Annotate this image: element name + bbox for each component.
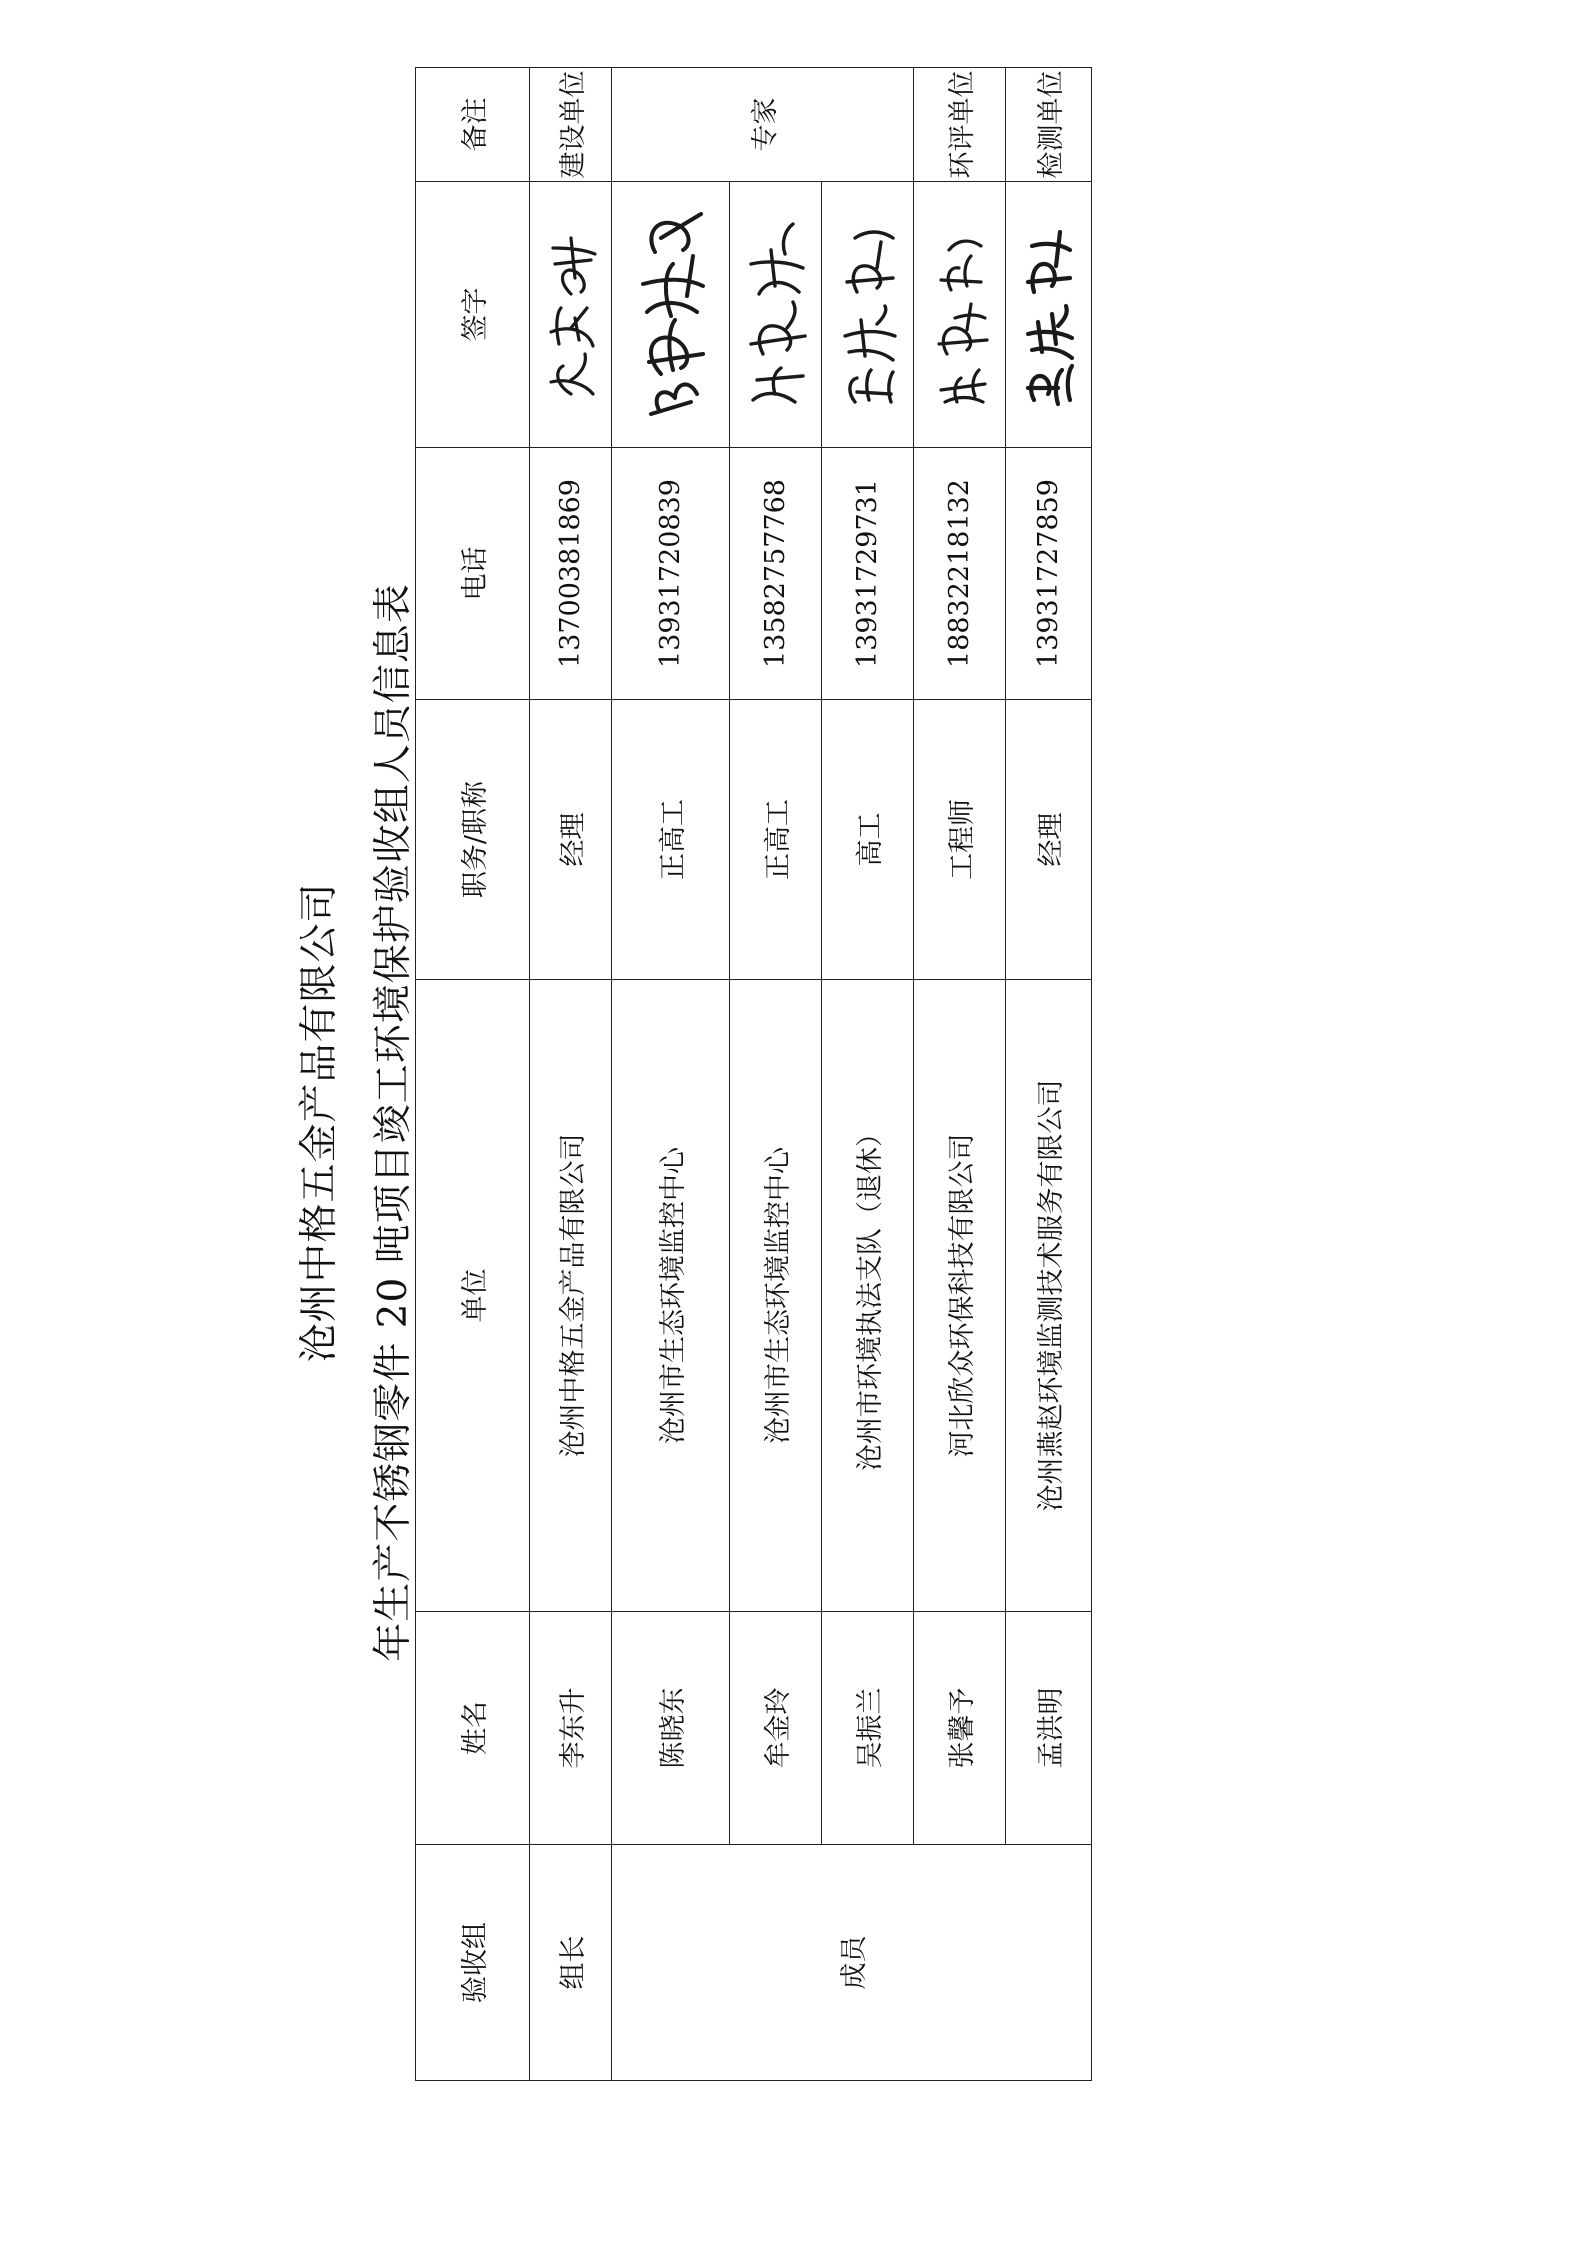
handwritten-signature bbox=[541, 225, 601, 405]
cell-remark: 环评单位 bbox=[914, 68, 1006, 182]
cell-signature bbox=[822, 182, 914, 448]
cell-position: 经理 bbox=[1006, 700, 1092, 980]
acceptance-team-table bbox=[415, 67, 1092, 2081]
cell-name: 陈晓东 bbox=[612, 1612, 730, 1845]
group-members-cell: 成员 bbox=[612, 1845, 1092, 2081]
handwritten-signature bbox=[631, 205, 711, 425]
header-phone: 电话 bbox=[416, 448, 530, 700]
document-title-company: 沧州中格五金产品有限公司 bbox=[297, 882, 342, 1363]
cell-name: 李东升 bbox=[530, 1612, 612, 1845]
table-row bbox=[612, 68, 730, 2081]
cell-signature bbox=[914, 182, 1006, 448]
cell-name: 张馨予 bbox=[914, 1612, 1006, 1845]
cell-name: 牟金玲 bbox=[730, 1612, 822, 1845]
table-row bbox=[822, 68, 914, 2081]
cell-phone: 13700381869 bbox=[530, 448, 612, 700]
cell-unit: 沧州市生态环境监控中心 bbox=[730, 980, 822, 1612]
cell-position: 正高工 bbox=[612, 700, 730, 980]
cell-unit: 河北欣众环保科技有限公司 bbox=[914, 980, 1006, 1612]
table-row bbox=[1006, 68, 1092, 2081]
cell-unit: 沧州中格五金产品有限公司 bbox=[530, 980, 612, 1612]
cell-remark: 建设单位 bbox=[530, 68, 612, 182]
cell-phone: 18832218132 bbox=[914, 448, 1006, 700]
cell-phone: 13931720839 bbox=[612, 448, 730, 700]
header-position: 职务/职称 bbox=[416, 700, 530, 980]
header-name: 姓名 bbox=[416, 1612, 530, 1845]
cell-name: 孟洪明 bbox=[1006, 1612, 1092, 1845]
handwritten-signature bbox=[835, 215, 901, 415]
cell-position: 经理 bbox=[530, 700, 612, 980]
table-row bbox=[730, 68, 822, 2081]
cell-position: 正高工 bbox=[730, 700, 822, 980]
cell-signature bbox=[730, 182, 822, 448]
cell-phone: 13582757768 bbox=[730, 448, 822, 700]
cell-remark: 专家 bbox=[612, 68, 914, 182]
table-header-row bbox=[416, 68, 530, 2081]
header-group: 验收组 bbox=[416, 1845, 530, 2081]
cell-signature bbox=[1006, 182, 1092, 448]
header-signature: 签字 bbox=[416, 182, 530, 448]
handwritten-signature bbox=[741, 215, 811, 415]
cell-position: 工程师 bbox=[914, 700, 1006, 980]
cell-phone: 13931727859 bbox=[1006, 448, 1092, 700]
cell-name: 吴振兰 bbox=[822, 1612, 914, 1845]
header-remark: 备注 bbox=[416, 68, 530, 182]
table-row bbox=[530, 68, 612, 2081]
group-leader-cell: 组长 bbox=[530, 1845, 612, 2081]
document-title-main: 年生产不锈钢零件 20 吨项目竣工环境保护验收组人员信息表 bbox=[371, 583, 416, 1662]
cell-unit: 沧州燕赵环境监测技术服务有限公司 bbox=[1006, 980, 1092, 1612]
cell-unit: 沧州市环境执法支队（退休） bbox=[822, 980, 914, 1612]
cell-signature bbox=[612, 182, 730, 448]
handwritten-signature bbox=[1018, 215, 1080, 415]
table-row bbox=[914, 68, 1006, 2081]
cell-remark: 检测单位 bbox=[1006, 68, 1092, 182]
cell-unit: 沧州市生态环境监控中心 bbox=[612, 980, 730, 1612]
cell-signature bbox=[530, 182, 612, 448]
cell-position: 高工 bbox=[822, 700, 914, 980]
cell-phone: 13931729731 bbox=[822, 448, 914, 700]
handwritten-signature bbox=[927, 215, 993, 415]
header-unit: 单位 bbox=[416, 980, 530, 1612]
